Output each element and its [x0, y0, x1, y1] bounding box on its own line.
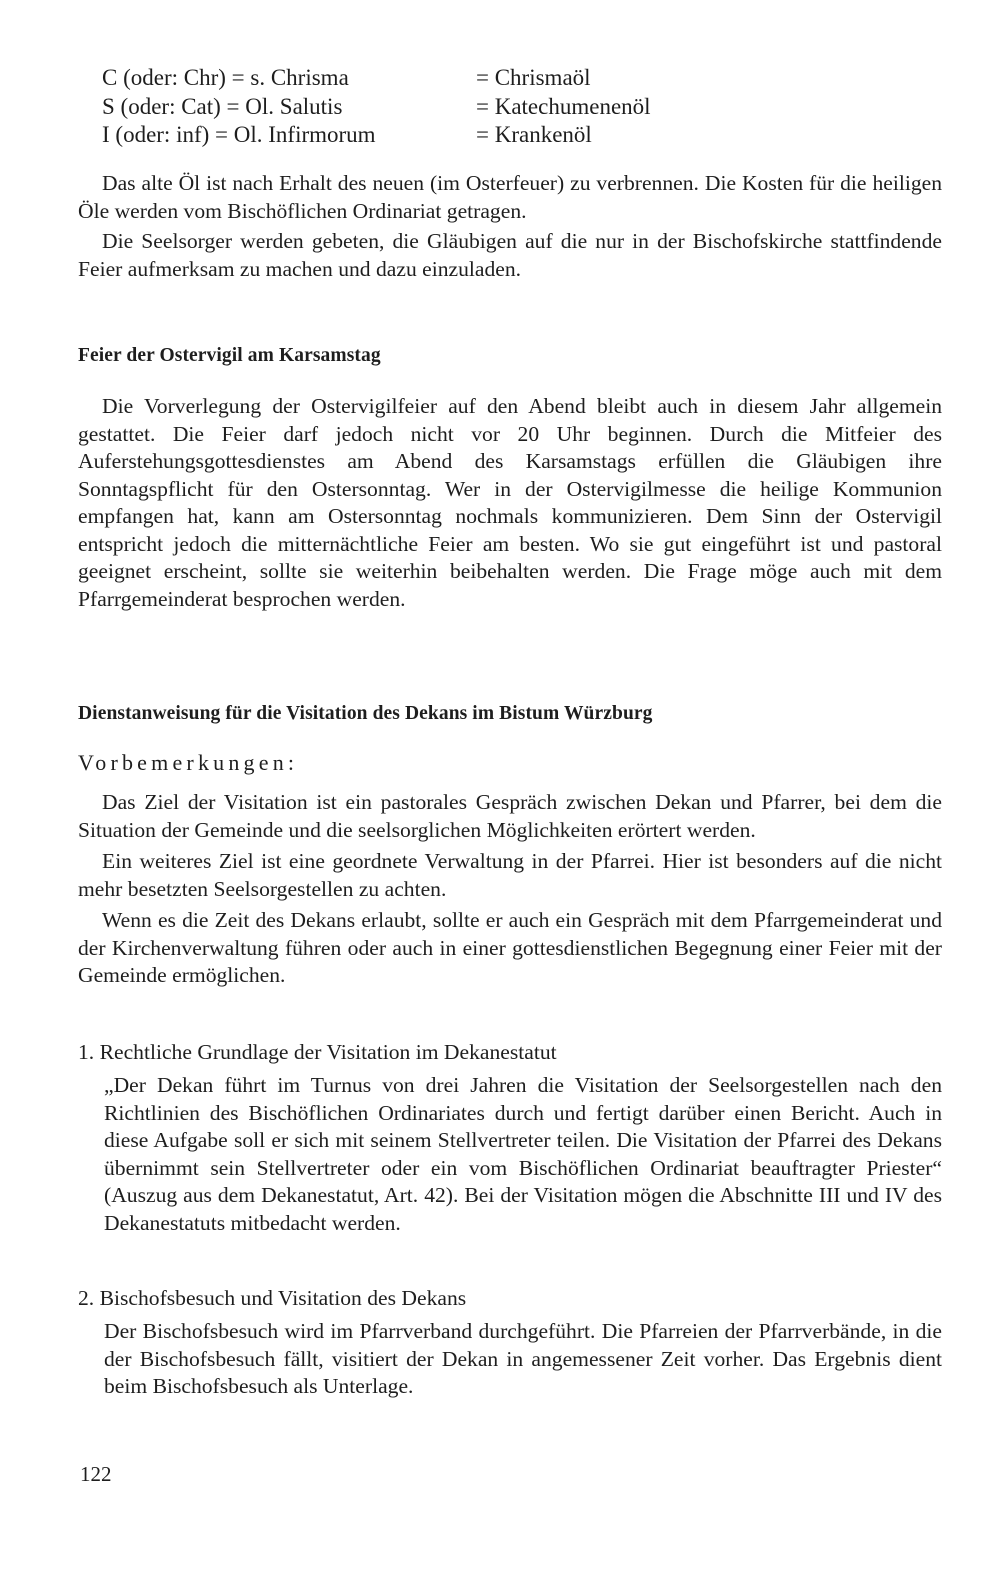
subheading-vorbemerkungen: Vorbemerkungen: [78, 750, 299, 775]
oil-abbreviation-list [102, 64, 651, 150]
section-heading-ostervigil: Feier der Ostervigil am Karsamstag [78, 345, 381, 366]
oil-meaning: = Katechumenenöl [476, 93, 651, 119]
page-number: 122 [80, 1462, 112, 1486]
oil-row [102, 64, 651, 93]
item-title: 2. Bischofsbesuch und Visitation des Dekans [78, 1286, 467, 1310]
paragraph: „Der Dekan führt im Turnus von drei Jahren die Visitation der Seelsorgestellen nach den Richtlinien des Bischöflichen Ordinariates durch und fertigt darüber einen Bericht. Auch in diese Aufgabe soll er sich mit seinem Stellvertreter teilen. Die Visitation der Pfarrei des Dekans übernimmt sein Stellvertreter oder ein vom Bischöflichen Ordinariat beauftragter Priester“ (Auszug aus dem Dekanestatut, Art. 42). Bei der Visitation mögen die Abschnitte III und IV des Dekanestatuts mitbedacht werden. [104, 1073, 942, 1235]
paragraph: Das alte Öl ist nach Erhalt des neuen (im Osterfeuer) zu verbrennen. Die Kosten für die heiligen Öle werden vom Bischöflichen Ordinariat getragen. [78, 171, 942, 223]
paragraph: Die Seelsorger werden gebeten, die Gläubigen auf die nur in der Bischofskirche stattfindende Feier aufmerksam zu machen und dazu einzuladen. [78, 229, 942, 281]
oil-row [102, 93, 651, 122]
paragraph: Das Ziel der Visitation ist ein pastorales Gespräch zwischen Dekan und Pfarrer, bei dem die Situation der Gemeinde und die seelsorglichen Möglichkeiten erörtert werden. [78, 790, 942, 842]
section-heading-dienstanweisung: Dienstanweisung für die Visitation des Dekans im Bistum Würzburg [78, 703, 653, 724]
paragraph: Die Vorverlegung der Ostervigilfeier auf den Abend bleibt auch in diesem Jahr allgemein gestattet. Die Feier darf jedoch nicht vor 20 Uhr beginnen. Durch die Mitfeier des Auferstehungsgottesdienstes am Abend des Karsamstags erfüllen die Gläubigen ihre Sonntagspflicht für den Ostersonntag. Wer in der Ostervigilmesse die heilige Kommunion empfangen hat, kann am Ostersonntag nochmals kommunizieren. Dem Sinn der Ostervigil entspricht jedoch die mitternächtliche Feier am besten. Wo sie gut eingeführt ist und pastoral geeignet erscheint, sollte sie weiterhin beibehalten werden. Die Frage möge auch mit dem Pfarrgemeinderat besprochen werden. [78, 394, 942, 611]
oil-meaning: = Krankenöl [476, 122, 592, 147]
intro-text [78, 170, 942, 283]
ostervigil-text [78, 393, 942, 613]
item-body [104, 1072, 942, 1237]
item-title: 1. Rechtliche Grundlage der Visitation im Dekanestatut [78, 1040, 557, 1064]
oil-row [102, 121, 651, 150]
oil-code: C (oder: Chr) = s. Chrisma [102, 65, 349, 90]
oil-code: S (oder: Cat) = Ol. Salutis [102, 93, 343, 119]
paragraph: Wenn es die Zeit des Dekans erlaubt, sollte er auch ein Gespräch mit dem Pfarrgemeinderat und der Kirchenverwaltung führen oder auch in einer gottesdienstlichen Begegnung einer Feier mit der Gemeinde ermöglichen. [78, 908, 942, 987]
oil-code: I (oder: inf) = Ol. Infirmorum [102, 122, 376, 147]
oil-meaning: = Chrismaöl [476, 65, 591, 90]
paragraph: Der Bischofsbesuch wird im Pfarrverband durchgeführt. Die Pfarreien der Pfarrverbände, in die der Bischofsbesuch fällt, visitiert der Dekan in angemessener Zeit vorher. Das Ergebnis dient beim Bischofsbesuch als Unterlage. [104, 1319, 942, 1398]
vorbemerkungen-text [78, 789, 942, 990]
item-body [104, 1318, 942, 1401]
paragraph: Ein weiteres Ziel ist eine geordnete Verwaltung in der Pfarrei. Hier ist besonders auf die nicht mehr besetzten Seelsorgestellen zu achten. [78, 849, 942, 901]
